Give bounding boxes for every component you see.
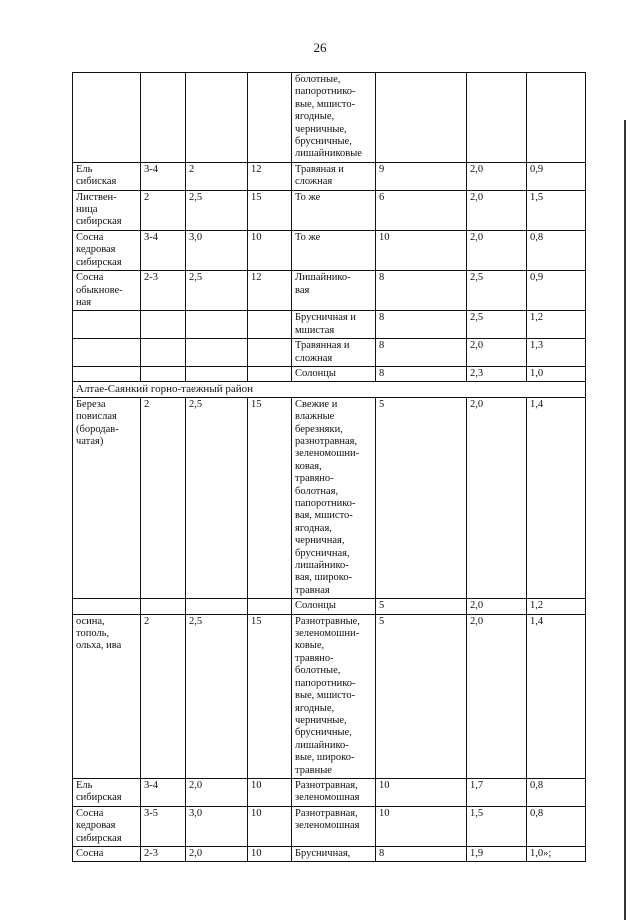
cell-c3 (248, 339, 292, 367)
cell-veg: Солонцы (292, 599, 376, 614)
cell-c7: 0,8 (527, 778, 586, 806)
cell-c1 (141, 311, 186, 339)
cell-c5 (376, 73, 467, 163)
cell-species: Ель сибирская (73, 778, 141, 806)
cell-c5: 8 (376, 311, 467, 339)
cell-species: Сосна кедровая сибирская (73, 230, 141, 270)
cell-c3: 15 (248, 190, 292, 230)
cell-c5: 9 (376, 162, 467, 190)
cell-c6: 2,0 (467, 397, 527, 599)
cell-c1: 2-3 (141, 271, 186, 311)
region-row (73, 382, 586, 397)
table-row (73, 778, 586, 806)
cell-c3 (248, 73, 292, 163)
cell-c5: 10 (376, 806, 467, 846)
cell-c2 (186, 366, 248, 381)
cell-c7: 0,9 (527, 162, 586, 190)
table-row (73, 339, 586, 367)
cell-veg: Разнотравная, зеленомошная (292, 806, 376, 846)
table-row (73, 599, 586, 614)
cell-c2: 2,0 (186, 846, 248, 861)
cell-c6: 2,0 (467, 614, 527, 778)
cell-c2: 2,5 (186, 397, 248, 599)
table-row (73, 614, 586, 778)
cell-c6: 2,5 (467, 271, 527, 311)
cell-species (73, 73, 141, 163)
cell-c7 (527, 73, 586, 163)
cell-c7: 1,4 (527, 397, 586, 599)
cell-c3: 15 (248, 614, 292, 778)
cell-c2: 2,5 (186, 271, 248, 311)
cell-c6: 2,3 (467, 366, 527, 381)
region-heading: Алтае-Саянкий горно-таежный район (73, 382, 586, 397)
cell-c5: 8 (376, 271, 467, 311)
cell-c6: 2,0 (467, 230, 527, 270)
cell-c7: 1,3 (527, 339, 586, 367)
cell-c3 (248, 311, 292, 339)
table-row (73, 311, 586, 339)
scan-edge-line (624, 120, 626, 920)
cell-c5: 6 (376, 190, 467, 230)
cell-c7: 1,0»; (527, 846, 586, 861)
cell-c5: 5 (376, 599, 467, 614)
table-row (73, 230, 586, 270)
table-row (73, 162, 586, 190)
cell-c3: 12 (248, 162, 292, 190)
cell-c6: 2,5 (467, 311, 527, 339)
cell-c3 (248, 599, 292, 614)
cell-c3: 10 (248, 230, 292, 270)
cell-c3: 10 (248, 846, 292, 861)
cell-c2 (186, 311, 248, 339)
cell-c5: 5 (376, 614, 467, 778)
cell-species: Ель сибиская (73, 162, 141, 190)
cell-c6: 2,0 (467, 599, 527, 614)
cell-c6: 1,9 (467, 846, 527, 861)
cell-veg: Брусничная, (292, 846, 376, 861)
cell-veg: То же (292, 230, 376, 270)
cell-c3: 15 (248, 397, 292, 599)
table-row (73, 190, 586, 230)
cell-c2 (186, 599, 248, 614)
cell-c7: 1,4 (527, 614, 586, 778)
cell-c7: 0,8 (527, 230, 586, 270)
table-row (73, 397, 586, 599)
cell-c2: 2,0 (186, 778, 248, 806)
cell-c1: 2 (141, 397, 186, 599)
cell-c1: 2-3 (141, 846, 186, 861)
cell-c1 (141, 599, 186, 614)
cell-veg: То же (292, 190, 376, 230)
cell-c5: 10 (376, 230, 467, 270)
cell-c2: 3,0 (186, 806, 248, 846)
cell-c7: 0,9 (527, 271, 586, 311)
cell-c2: 3,0 (186, 230, 248, 270)
cell-veg: Лишайнико- вая (292, 271, 376, 311)
cell-c2 (186, 339, 248, 367)
cell-species (73, 311, 141, 339)
cell-species: Сосна обыкнове- ная (73, 271, 141, 311)
cell-species (73, 599, 141, 614)
cell-veg: Свежие и влажные березняки, разнотравная, зеленомошни- ковая, травяно- болотная, папоротнико- вая, мшисто- ягодная, черничная, брусничная, лишайнико- вая, широко- травная (292, 397, 376, 599)
cell-c3 (248, 366, 292, 381)
cell-c6: 1,5 (467, 806, 527, 846)
cell-c2 (186, 73, 248, 163)
cell-species: осина, тополь, ольха, ива (73, 614, 141, 778)
table-row (73, 806, 586, 846)
cell-c3: 10 (248, 778, 292, 806)
cell-veg: Солонцы (292, 366, 376, 381)
cell-species: Листвен- ница сибирская (73, 190, 141, 230)
cell-c1: 3-4 (141, 778, 186, 806)
cell-c5: 10 (376, 778, 467, 806)
cell-species (73, 366, 141, 381)
cell-c5: 5 (376, 397, 467, 599)
cell-c7: 1,2 (527, 599, 586, 614)
cell-species: Сосна кедровая сибирская (73, 806, 141, 846)
cell-c5: 8 (376, 846, 467, 861)
cell-c1 (141, 73, 186, 163)
cell-c3: 12 (248, 271, 292, 311)
cell-veg: болотные, папоротнико- вые, мшисто- ягодные, черничные, брусничные, лишайниковые (292, 73, 376, 163)
cell-c6 (467, 73, 527, 163)
page-number: 26 (313, 40, 327, 55)
cell-c2: 2,5 (186, 190, 248, 230)
cell-c2: 2 (186, 162, 248, 190)
cell-c6: 2,0 (467, 339, 527, 367)
cell-veg: Разнотравные, зеленомошни- ковые, травяно- болотные, папоротнико- вые, мшисто- ягодные, черничные, брусничные, лишайнико- вые, широко- травные (292, 614, 376, 778)
table-row (73, 271, 586, 311)
cell-c1 (141, 339, 186, 367)
cell-species: Сосна (73, 846, 141, 861)
cell-c2: 2,5 (186, 614, 248, 778)
cell-c7: 1,2 (527, 311, 586, 339)
cell-veg: Травянная и сложная (292, 339, 376, 367)
table-row (73, 73, 586, 163)
cell-veg: Брусничная и мшистая (292, 311, 376, 339)
table-row (73, 366, 586, 381)
cell-veg: Травяная и сложная (292, 162, 376, 190)
cell-c5: 8 (376, 366, 467, 381)
cell-c1: 2 (141, 190, 186, 230)
cell-c5: 8 (376, 339, 467, 367)
cell-c1: 3-4 (141, 162, 186, 190)
cell-c7: 0,8 (527, 806, 586, 846)
cell-c3: 10 (248, 806, 292, 846)
cell-species (73, 339, 141, 367)
cell-veg: Разнотравная, зеленомошная (292, 778, 376, 806)
cell-c6: 2,0 (467, 190, 527, 230)
cell-c1: 2 (141, 614, 186, 778)
cell-c7: 1,5 (527, 190, 586, 230)
cell-species: Береза повислая (бородав- чатая) (73, 397, 141, 599)
table-row (73, 846, 586, 861)
forest-table (72, 72, 586, 862)
cell-c6: 1,7 (467, 778, 527, 806)
cell-c7: 1,0 (527, 366, 586, 381)
cell-c1 (141, 366, 186, 381)
cell-c1: 3-4 (141, 230, 186, 270)
cell-c6: 2,0 (467, 162, 527, 190)
cell-c1: 3-5 (141, 806, 186, 846)
